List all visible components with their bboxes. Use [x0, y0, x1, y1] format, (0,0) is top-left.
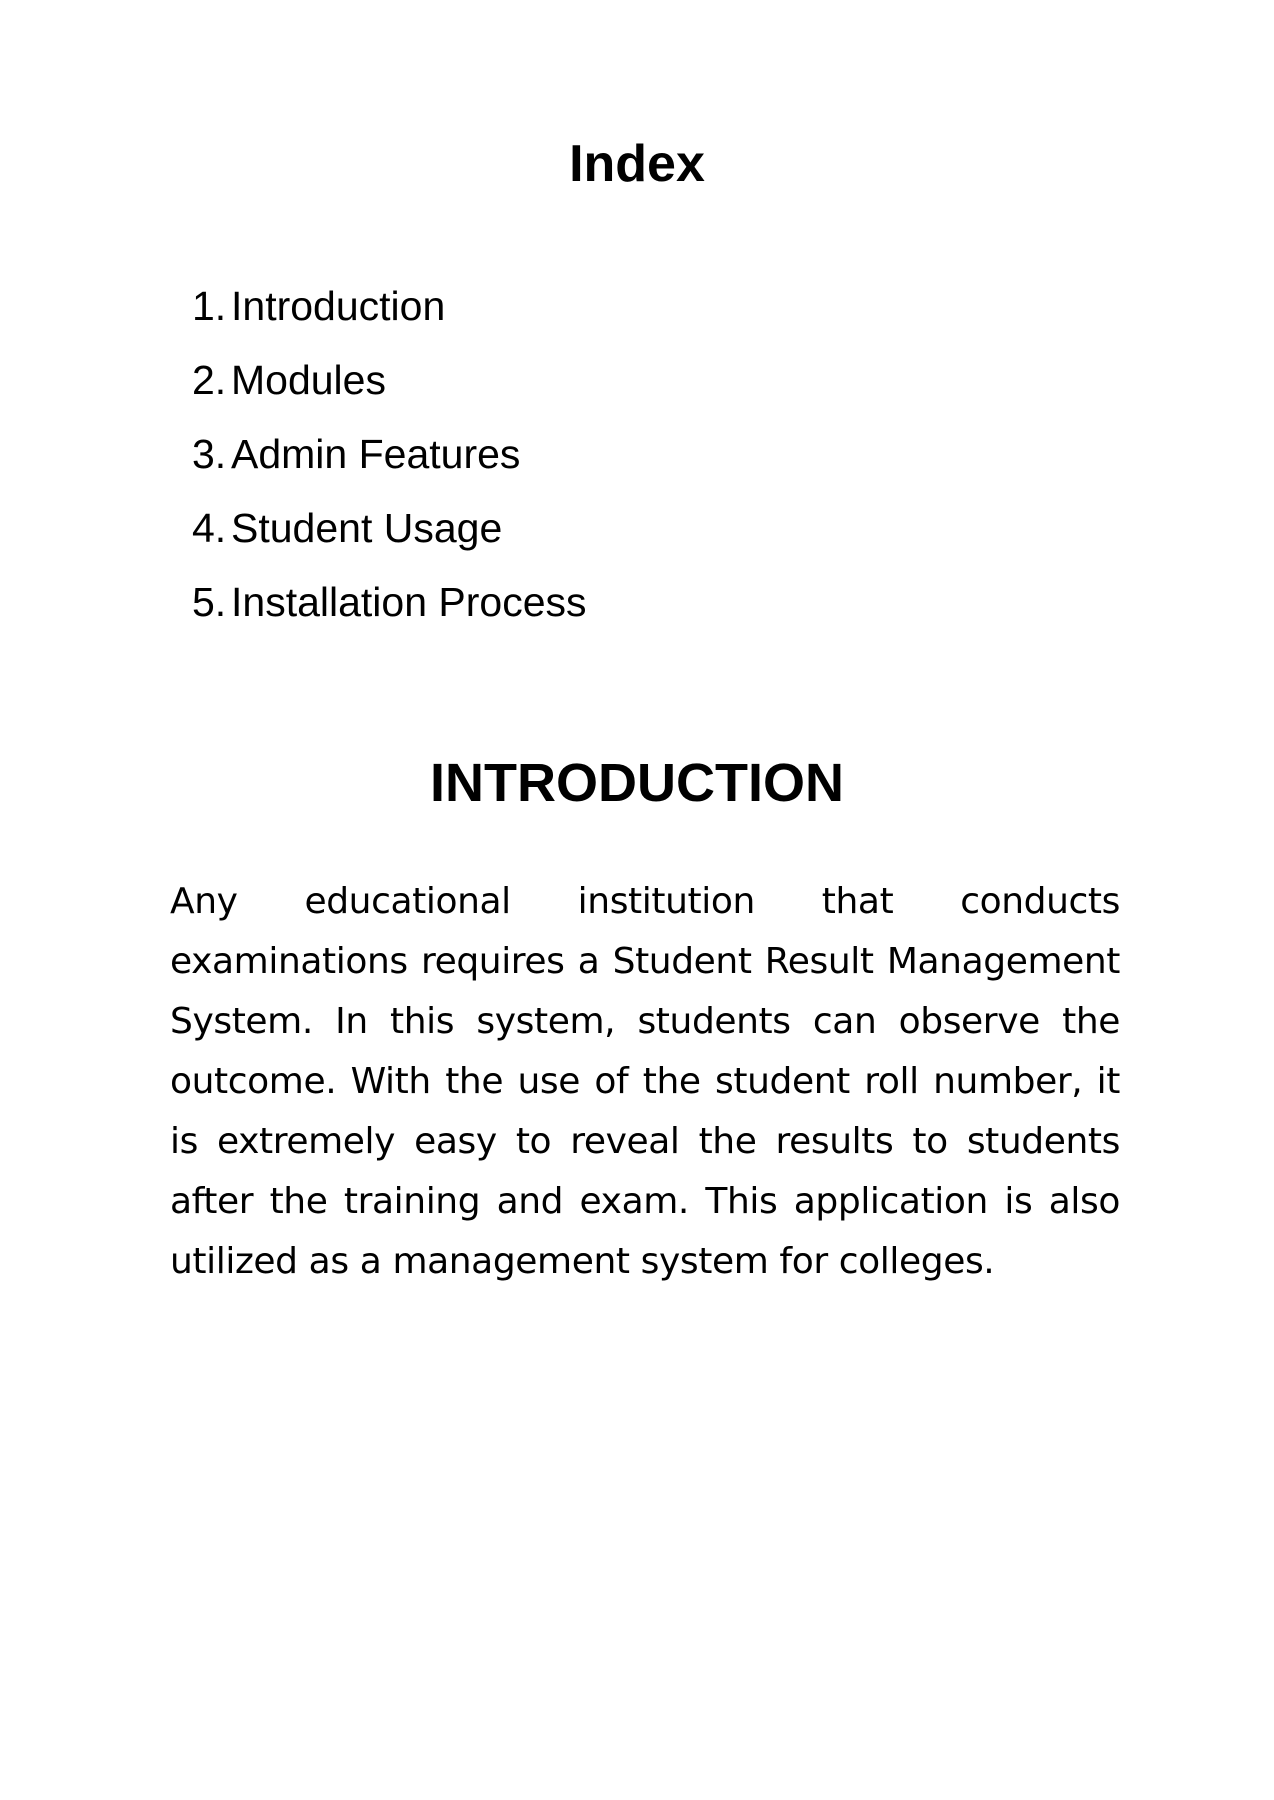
- index-item-number: 4.: [192, 505, 227, 551]
- index-list: [192, 276, 587, 646]
- index-item-label: Installation Process: [231, 579, 587, 625]
- index-heading: Index: [569, 135, 705, 193]
- index-item-number: 1.: [192, 283, 227, 329]
- index-item-label: Student Usage: [231, 505, 503, 551]
- index-item-modules: [192, 350, 587, 424]
- index-item-number: 3.: [192, 431, 227, 477]
- index-item-introduction: [192, 276, 587, 350]
- index-item-number: 5.: [192, 579, 227, 625]
- index-item-student-usage: [192, 498, 587, 572]
- introduction-heading: INTRODUCTION: [430, 753, 844, 813]
- index-item-label: Introduction: [231, 283, 446, 329]
- index-item-label: Modules: [231, 357, 386, 403]
- introduction-paragraph: Any educational institution that conducts examinations requires a Student Result Management System. In this system, students can observe the outcome. With the use of the student roll number, it is extremely easy to reveal the results to students after the training and exam. This application is also utilized as a management system for colleges.: [170, 881, 1120, 1282]
- index-item-admin-features: [192, 424, 587, 498]
- index-item-label: Admin Features: [231, 431, 521, 477]
- index-item-installation-process: [192, 572, 587, 646]
- index-item-number: 2.: [192, 357, 227, 403]
